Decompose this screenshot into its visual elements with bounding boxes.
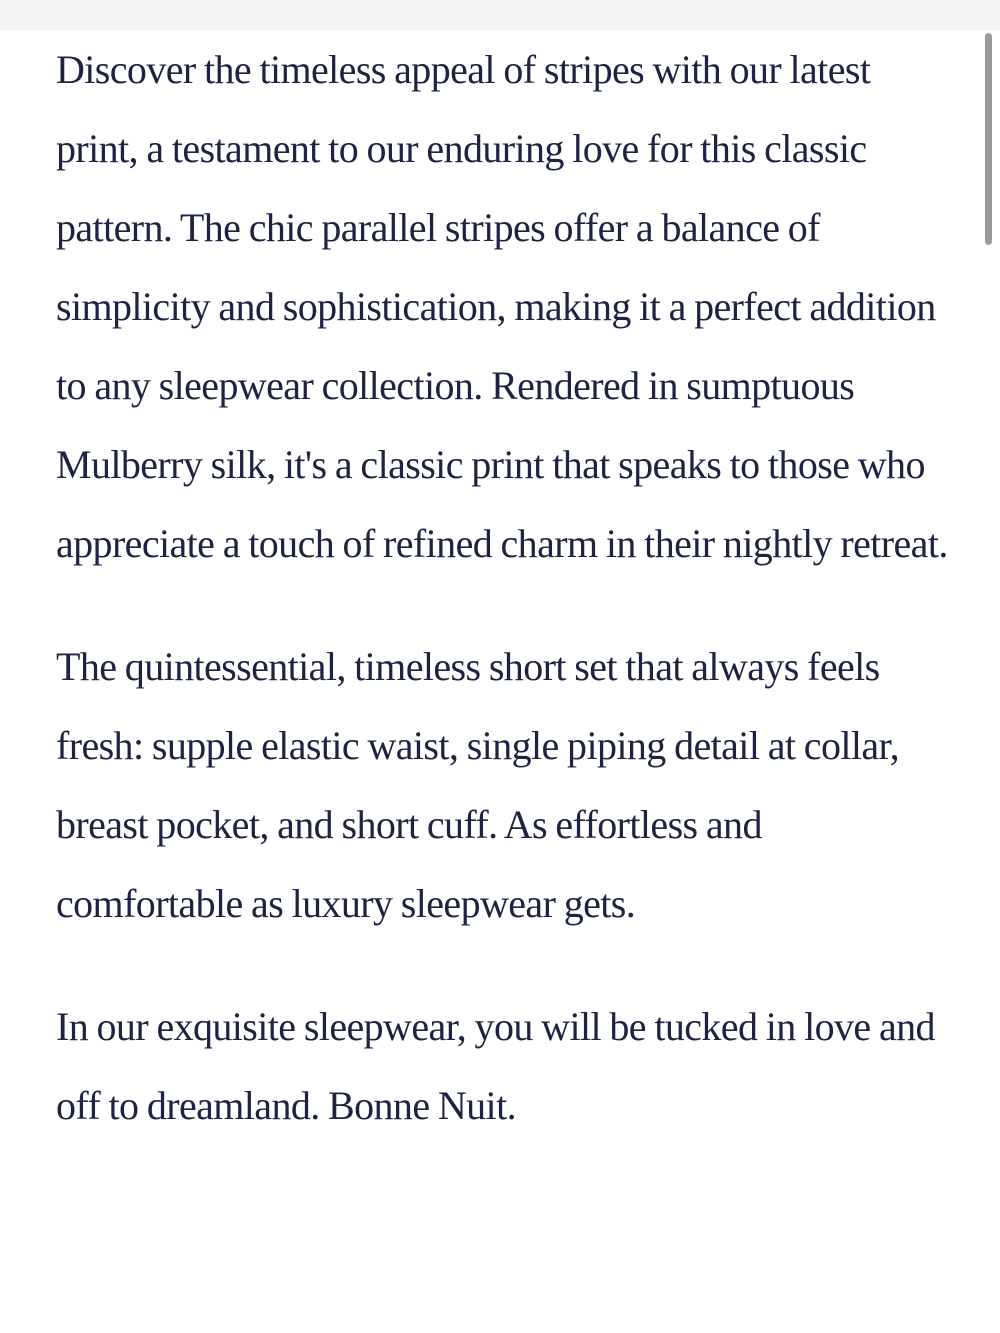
description-paragraph-3: In our exquisite sleepwear, you will be tucked in love and off to dreamland. Bonne Nuit. <box>56 1004 935 1128</box>
description-paragraph-1: Discover the timeless appeal of stripes with our latest print, a testament to our enduring love for this classic pattern. The chic parallel stripes offer a balance of simplicity and sophistication, making it a perfect addition to any sleepwear collection. Rendered in sumptuous Mulberry silk, it's a classic print that speaks to those who appreciate a touch of refined charm in their nightly retreat. <box>56 47 948 566</box>
description-paragraph-2: The quintessential, timeless short set that always feels fresh: supple elastic waist, single piping detail at collar, breast pocket, and short cuff. As effortless and comfortable as luxury sleepwear gets. <box>56 644 900 926</box>
top-bar <box>0 0 1000 30</box>
scrollbar-thumb[interactable] <box>985 33 992 245</box>
product-description <box>56 30 956 1145</box>
